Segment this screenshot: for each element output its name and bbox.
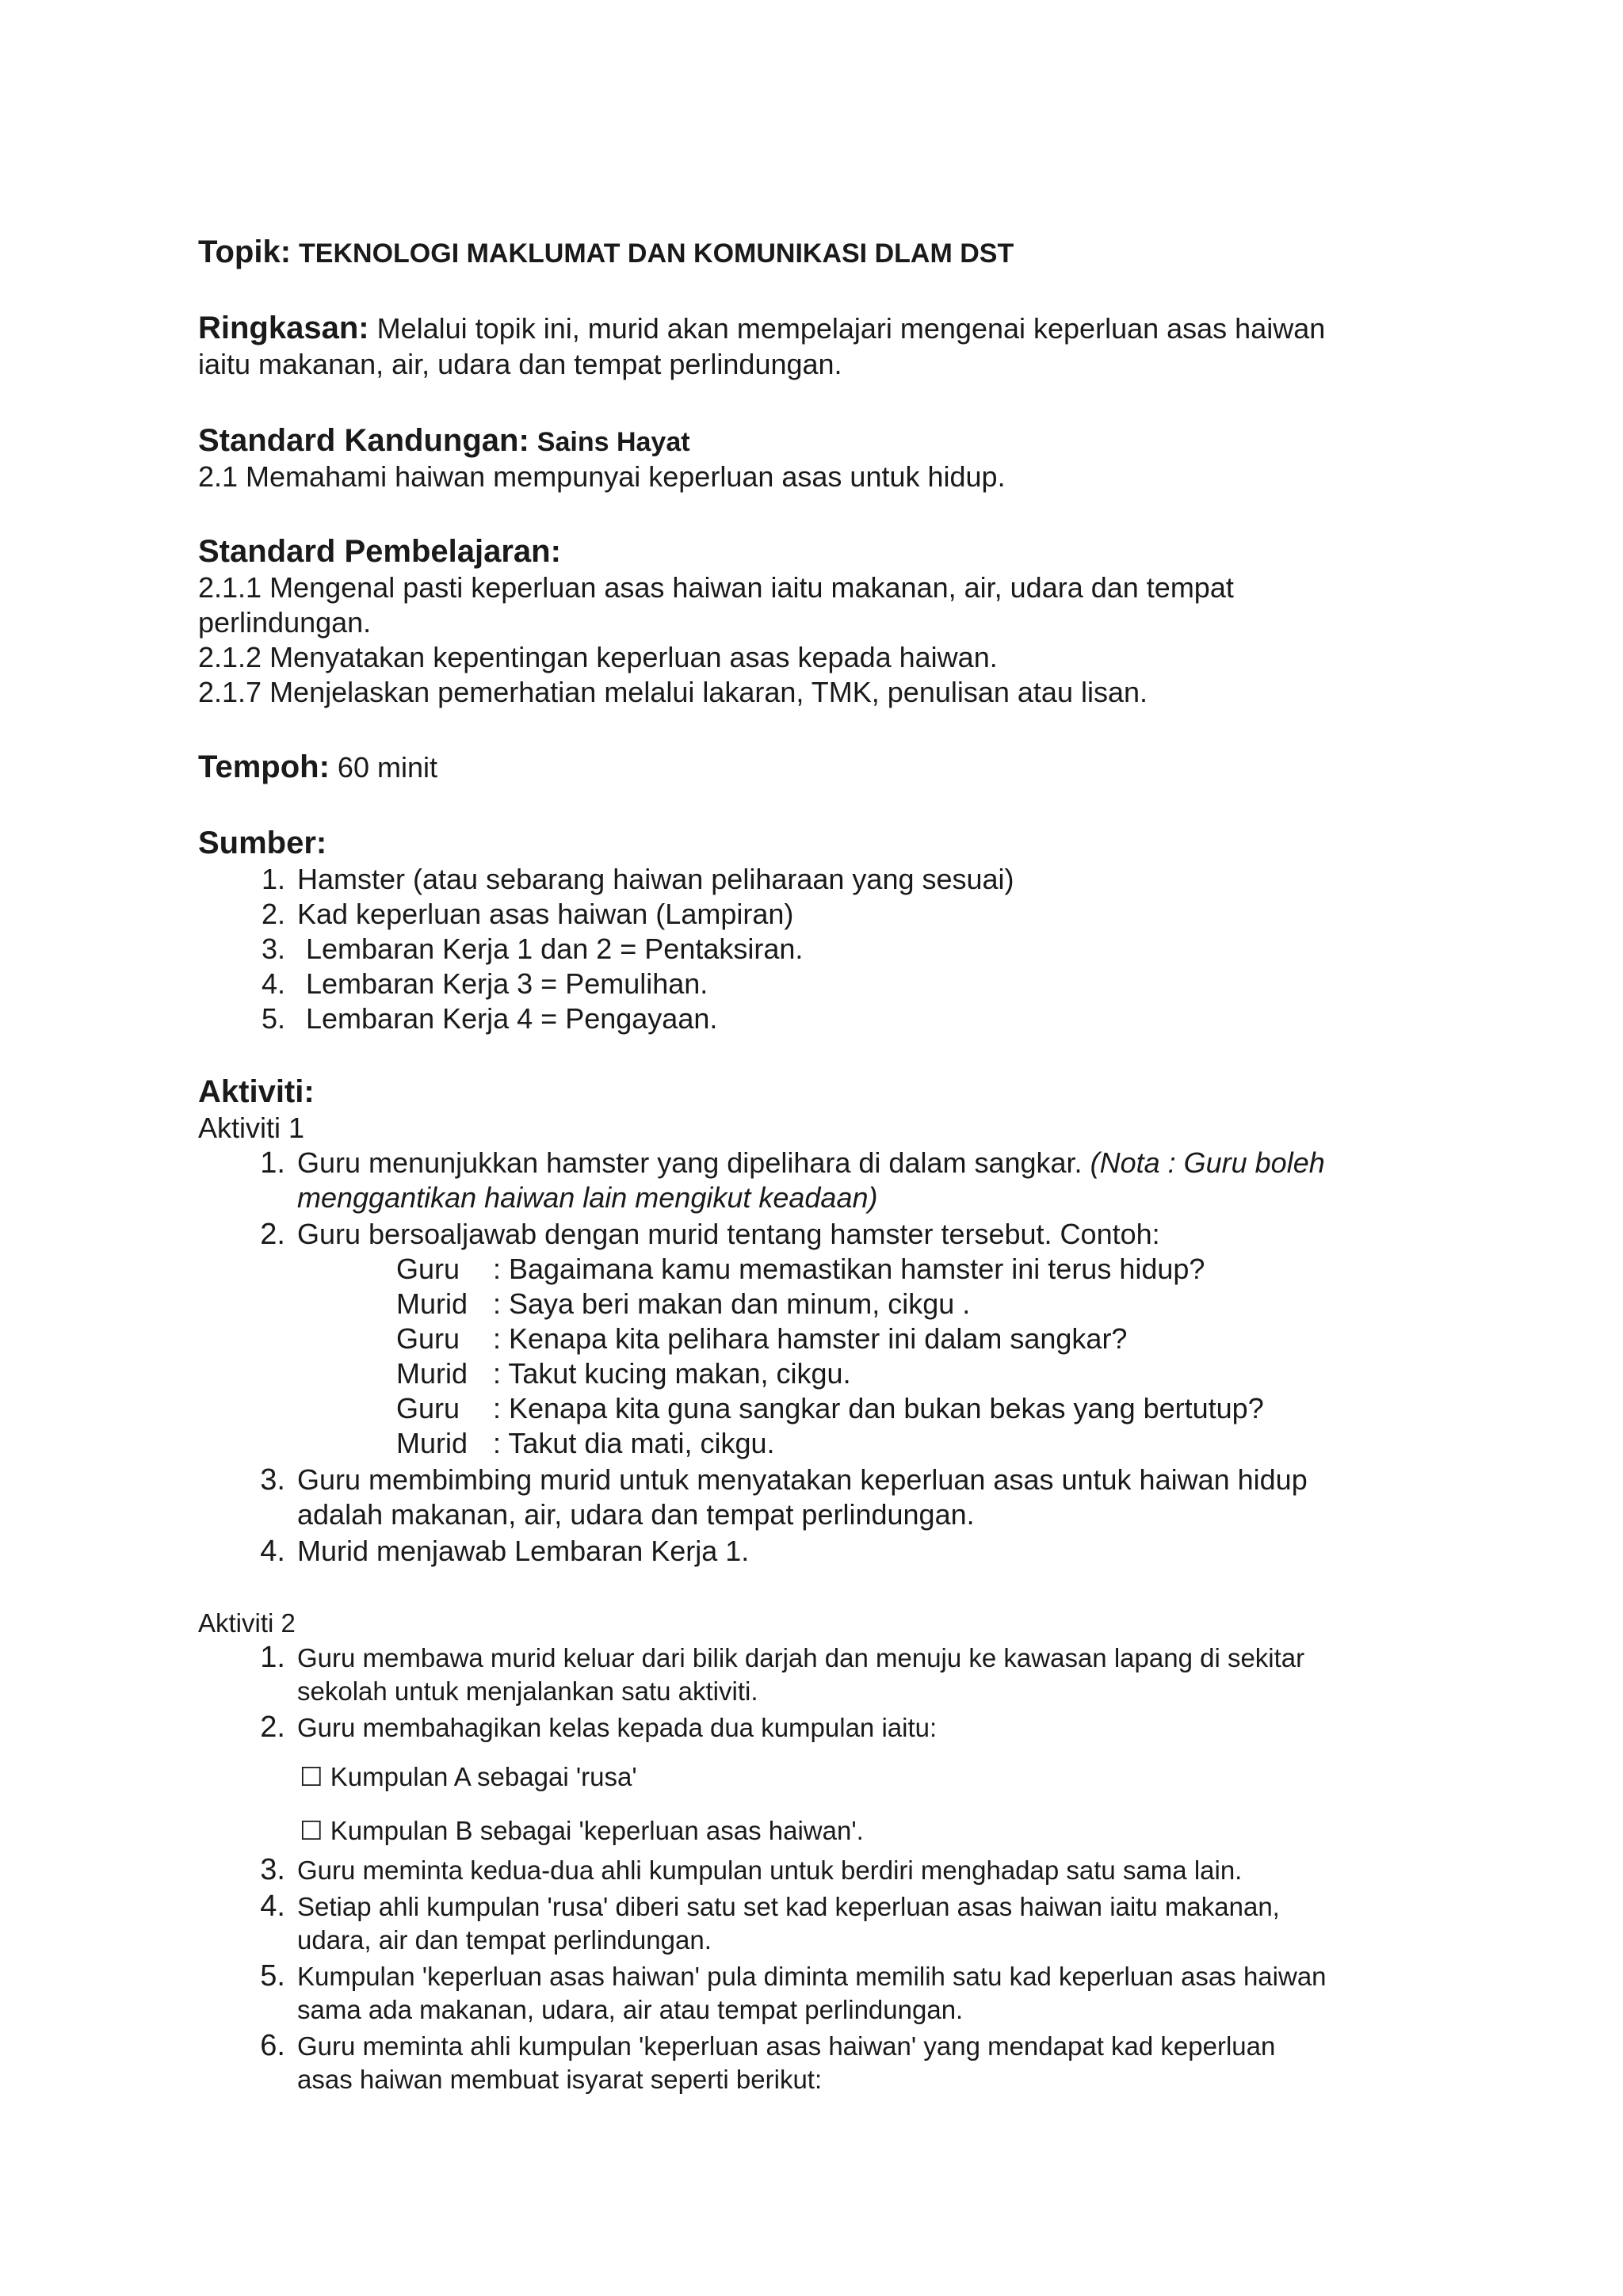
dialog-line: : Kenapa kita pelihara hamster ini dalam sangkar? [493, 1322, 1128, 1355]
standard-kandungan-item: 2.1 Memahami haiwan mempunyai keperluan asas untuk hidup. [198, 460, 1006, 493]
aktiviti-1-item: Guru bersoaljawab dengan murid tentang hamster tersebut. Contoh: [297, 1218, 1160, 1250]
topik-label: Topik: [198, 235, 292, 269]
aktiviti-1-item: Guru membimbing murid untuk menyatakan keperluan asas untuk haiwan hidup [297, 1463, 1308, 1496]
list-number: 2. [260, 1218, 285, 1251]
standard-kandungan-label: Standard Kandungan: [198, 423, 529, 458]
dialog-speaker: Murid [396, 1427, 468, 1459]
topik-value: TEKNOLOGI MAKLUMAT DAN KOMUNIKASI DLAM DST [299, 238, 1014, 269]
list-number: 5. [261, 1002, 285, 1035]
aktiviti-1-item-cont: adalah makanan, air, udara dan tempat perlindungan. [297, 1498, 975, 1531]
list-number: 5. [260, 1959, 285, 1993]
list-number: 3. [260, 1853, 285, 1886]
aktiviti-2-item-cont: sama ada makanan, udara, air atau tempat perlindungan. [297, 1995, 964, 2024]
aktiviti-2-item: Kumpulan 'keperluan asas haiwan' pula diminta memilih satu kad keperluan asas haiwan [297, 1962, 1327, 1991]
list-number: 2. [261, 898, 285, 930]
list-number: 1. [260, 1641, 285, 1674]
aktiviti-2-item-cont: asas haiwan membuat isyarat seperti berikut: [297, 2065, 823, 2094]
standard-pembelajaran-label: Standard Pembelajaran: [198, 534, 561, 569]
dialog-line: : Saya beri makan dan minum, cikgu . [493, 1287, 971, 1320]
sumber-item: Lembaran Kerja 4 = Pengayaan. [306, 1002, 718, 1035]
aktiviti-1-item: Murid menjawab Lembaran Kerja 1. [297, 1535, 750, 1567]
list-number: 6. [260, 2029, 285, 2062]
dialog-speaker: Guru [396, 1322, 460, 1355]
dialog-line: : Bagaimana kamu memastikan hamster ini terus hidup? [493, 1253, 1205, 1285]
aktiviti-2-item: Guru meminta ahli kumpulan 'keperluan asas haiwan' yang mendapat kad keperluan [297, 2031, 1276, 2061]
ringkasan-text-1: Melalui topik ini, murid akan mempelajari mengenai keperluan asas haiwan [376, 312, 1326, 345]
dialog-line: : Takut kucing makan, cikgu. [493, 1357, 851, 1390]
standard-pembelajaran-line: perlindungan. [198, 606, 372, 639]
list-number: 3. [261, 933, 285, 965]
sumber-item: Hamster (atau sebarang haiwan peliharaan yang sesuai) [297, 863, 1014, 895]
tempoh-label: Tempoh: [198, 749, 330, 784]
aktiviti-2-item: Guru meminta kedua-dua ahli kumpulan untuk berdiri menghadap satu sama lain. [297, 1855, 1243, 1885]
aktiviti-1-item [297, 1146, 1325, 1180]
sumber-item: Kad keperluan asas haiwan (Lampiran) [297, 898, 794, 930]
list-number: 4. [261, 967, 285, 1000]
aktiviti-label: Aktiviti: [198, 1074, 315, 1109]
list-number: 1. [261, 863, 285, 895]
aktiviti-2-item-cont: sekolah untuk menjalankan satu aktiviti. [297, 1676, 758, 1706]
standard-kandungan-heading [198, 423, 690, 460]
ringkasan-text-2: iaitu makanan, air, udara dan tempat perlindungan. [198, 348, 842, 380]
aktiviti-1-item-text: Guru menunjukkan hamster yang dipelihara di dalam sangkar. [297, 1146, 1083, 1179]
sumber-item: Lembaran Kerja 3 = Pemulihan. [306, 967, 708, 1000]
tempoh-line [198, 749, 437, 785]
sumber-item: Lembaran Kerja 1 dan 2 = Pentaksiran. [306, 933, 804, 965]
aktiviti-2-item: Setiap ahli kumpulan 'rusa' diberi satu set kad keperluan asas haiwan iaitu makanan, [297, 1892, 1280, 1921]
standard-pembelajaran-line: 2.1.7 Menjelaskan pemerhatian melalui lakaran, TMK, penulisan atau lisan. [198, 676, 1148, 708]
sumber-label: Sumber: [198, 826, 327, 860]
aktiviti-1-note-cont: menggantikan haiwan lain mengikut keadaan) [297, 1181, 878, 1214]
kumpulan-option: ☐ Kumpulan A sebagai 'rusa' [300, 1762, 637, 1791]
aktiviti-2-item-cont: udara, air dan tempat perlindungan. [297, 1925, 712, 1955]
list-number: 4. [260, 1535, 285, 1568]
list-number: 2. [260, 1711, 285, 1744]
aktiviti-2-item: Guru membahagikan kelas kepada dua kumpulan iaitu: [297, 1713, 938, 1742]
aktiviti-1-note: (Nota : Guru boleh [1090, 1146, 1325, 1179]
standard-pembelajaran-line: 2.1.2 Menyatakan kepentingan keperluan asas kepada haiwan. [198, 641, 998, 673]
aktiviti-2-label: Aktiviti 2 [198, 1608, 296, 1638]
ringkasan-label: Ringkasan: [198, 311, 369, 345]
list-number: 4. [260, 1890, 285, 1923]
tempoh-value: 60 minit [337, 751, 437, 784]
dialog-line: : Kenapa kita guna sangkar dan bukan bekas yang bertutup? [493, 1392, 1264, 1425]
aktiviti-2-item: Guru membawa murid keluar dari bilik darjah dan menuju ke kawasan lapang di sekitar [297, 1643, 1305, 1672]
topik-line [198, 235, 1014, 271]
dialog-speaker: Guru [396, 1253, 460, 1285]
ringkasan-line-1 [198, 311, 1325, 346]
standard-kandungan-value: Sains Hayat [537, 427, 690, 457]
list-number: 3. [260, 1463, 285, 1497]
dialog-line: : Takut dia mati, cikgu. [493, 1427, 775, 1459]
dialog-speaker: Murid [396, 1287, 468, 1320]
list-number: 1. [260, 1146, 285, 1180]
kumpulan-option: ☐ Kumpulan B sebagai 'keperluan asas haiwan'. [300, 1816, 864, 1845]
standard-pembelajaran-line: 2.1.1 Mengenal pasti keperluan asas haiwan iaitu makanan, air, udara dan tempat [198, 571, 1234, 604]
aktiviti-1-label: Aktiviti 1 [198, 1112, 305, 1144]
dialog-speaker: Murid [396, 1357, 468, 1390]
dialog-speaker: Guru [396, 1392, 460, 1425]
